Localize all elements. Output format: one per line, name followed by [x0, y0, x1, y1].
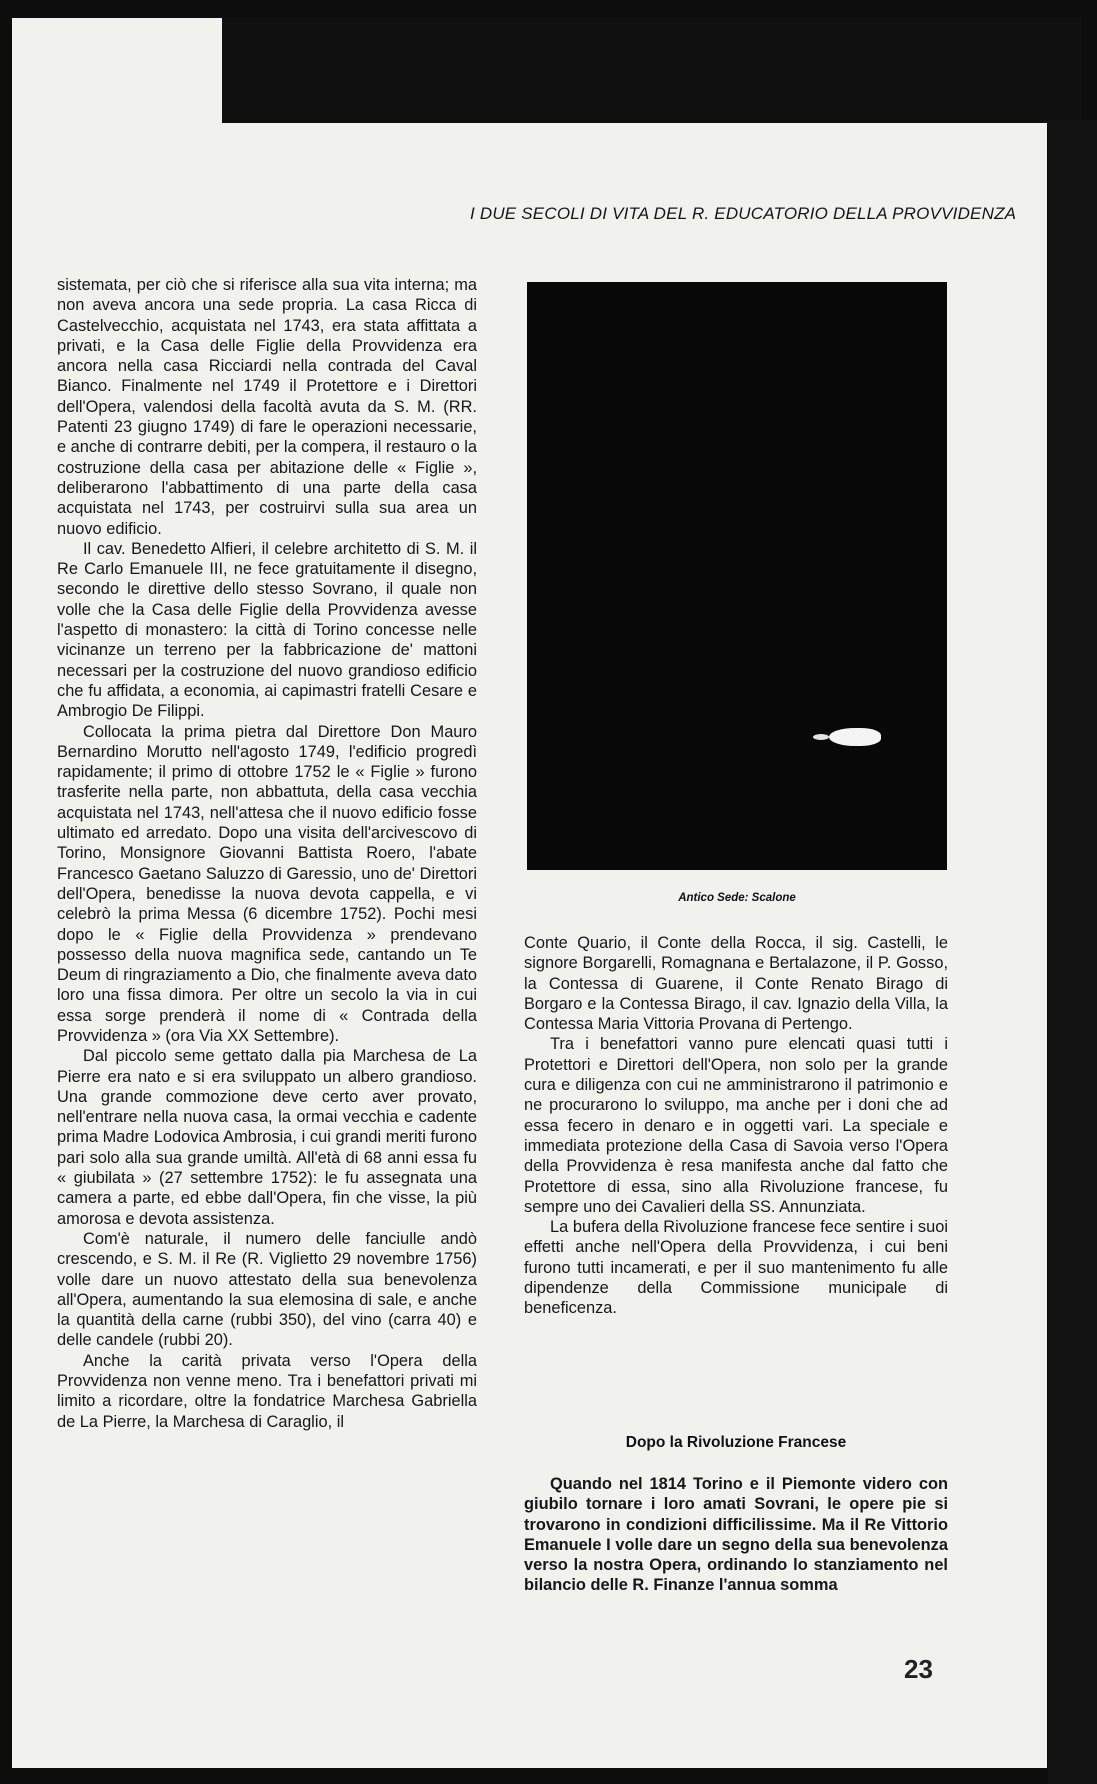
section-text-column — [524, 1474, 948, 1596]
photo-caption: Antico Sede: Scalone — [678, 892, 796, 904]
photo-highlight — [813, 734, 829, 740]
paragraph: Dal piccolo seme gettato dalla pia Marchesa de La Pierre era nato e si era sviluppato un albero grandioso. Una grande commozione deve certo aver provato, nell'entrare nella nuova casa, la ormai vecchia e cadente prima Madre Lodovica Ambrosia, i cui grandi meriti furono pari solo alla sua grande umiltà. All'età di 68 anni essa fu « giubilata » (27 settembre 1752): le fu assegnata una camera a parte, ed ebbe dall'Opera, fin che visse, la più amorosa e devota assistenza. — [57, 1047, 477, 1228]
staircase-photo — [527, 282, 947, 870]
section-heading: Dopo la Rivoluzione Francese — [625, 1434, 847, 1451]
left-text-column — [57, 275, 477, 1432]
paragraph: Conte Quario, il Conte della Rocca, il sig. Castelli, le signore Borgarelli, Romagnana e Bertalazone, il P. Gosso, la Contessa di Guarene, il Conte Renato Birago di Borgaro e la Contessa Birago, il cav. Ignazio della Villa, la Contessa Maria Vittoria Provana di Pertengo. — [524, 934, 948, 1034]
right-text-column — [524, 933, 948, 1319]
running-header: I DUE SECOLI DI VITA DEL R. EDUCATORIO DELLA PROVVIDENZA — [470, 204, 1017, 223]
scan-dark-edge — [1048, 120, 1097, 1784]
paragraph: Quando nel 1814 Torino e il Piemonte videro con giubilo tornare i loro amati Sovrani, le opere pie si trovarono in condizioni difficilissime. Ma il Re Vittorio Emanuele I volle dare un segno della sua benevolenza verso la nostra Opera, ordinando lo stanziamento nel bilancio delle R. Finanze l'annua somma — [524, 1475, 948, 1595]
photo-highlight — [829, 728, 881, 746]
paragraph: Com'è naturale, il numero delle fanciulle andò crescendo, e S. M. il Re (R. Viglietto 29 novembre 1756) volle dare un nuovo attestato della sua benevolenza all'Opera, aumentando la sua elemosina di sale, e anche la quantità della carne (rubbi 350), del vino (carra 40) e delle candele (rubbi 20). — [57, 1229, 477, 1350]
paragraph: Il cav. Benedetto Alfieri, il celebre architetto di S. M. il Re Carlo Emanuele III, ne fece gratuitamente il disegno, secondo le direttive dello stesso Sovrano, il quale non volle che la Casa delle Figlie della Provvidenza avesse l'aspetto di monastero: la città di Torino concesse nelle vicinanze un terreno per la fabbricazione de' mattoni necessari per la costruzione del nuovo grandioso edificio che fu affidata, a economia, ai capimastri fratelli Cesare e Ambrogio De Filippi. — [57, 539, 477, 721]
paragraph: sistemata, per ciò che si riferisce alla sua vita interna; ma non aveva ancora una sede propria. La casa Ricca di Castelvecchio, acquistata nel 1743, era stata affittata a privati, e la Casa delle Figlie della Provvidenza era ancora nella casa Ricciardi nella contrada del Caval Bianco. Finalmente nel 1749 il Protettore e i Direttori dell'Opera, valendosi della facoltà avuta da S. M. (RR. Patenti 23 giugno 1749) di fare le operazioni necessarie, e anche di contrarre debiti, per la compera, il restauro o la costruzione della casa per abitazione delle « Figlie », deliberarono l'abbattimento di una parte della casa acquistata nel 1743, per costruirvi sulla sua area un nuovo edificio. — [57, 276, 478, 538]
page-number: 23 — [904, 1654, 933, 1684]
paragraph: La bufera della Rivoluzione francese fece sentire i suoi effetti anche nell'Opera della Provvidenza, i cui beni furono tutti incamerati, e per il suo mantenimento fu alle dipendenze della Commissione municipale di beneficenza. — [524, 1218, 948, 1318]
scan-dark-band — [222, 18, 1082, 123]
paragraph: Tra i benefattori vanno pure elencati quasi tutti i Protettori e Direttori dell'Opera, non solo per la grande cura e diligenza con cui ne amministrarono il patrimonio e ne procurarono lo sviluppo, ma anche per i doni che ad essa fecero in denaro e in oggetti vari. La speciale e immediata protezione della Casa di Savoia verso l'Opera della Provvidenza è resa manifesta anche dal fatto che Protettore di essa, sino alla Rivoluzione francese, fu sempre uno dei Cavalieri della SS. Annunziata. — [524, 1035, 948, 1216]
paragraph: Collocata la prima pietra dal Direttore Don Mauro Bernardino Morutto nell'agosto 1749, l'edificio progredì rapidamente; il primo di ottobre 1752 le « Figlie » furono trasferite nella parte, non abbattuta, della casa vecchia acquistata nel 1743, nell'attesa che il nuovo edificio fosse ultimato ed arredato. Dopo una visita dell'arcivescovo di Torino, Monsignore Giovanni Battista Roero, l'abate Francesco Gaetano Saluzzo di Garessio, uno de' Direttori dell'Opera, benedisse la nuova devota cappella, e vi celebrò la prima Messa (6 dicembre 1752). Pochi mesi dopo le « Figlie della Provvidenza » prendevano possesso della nuova magnifica sede, cantando un Te Deum di ringraziamento a Dio, che finalmente aveva dato loro una fissa dimora. Per oltre un secolo la via in cui essa sorge prenderà il nome di « Contrada della Provvidenza » (ora Via XX Settembre). — [57, 722, 477, 1045]
paragraph: Anche la carità privata verso l'Opera della Provvidenza non venne meno. Tra i benefattori privati mi limito a ricordare, oltre la fondatrice Marchesa Gabriella de La Pierre, la Marchesa di Caraglio, il — [57, 1351, 477, 1431]
